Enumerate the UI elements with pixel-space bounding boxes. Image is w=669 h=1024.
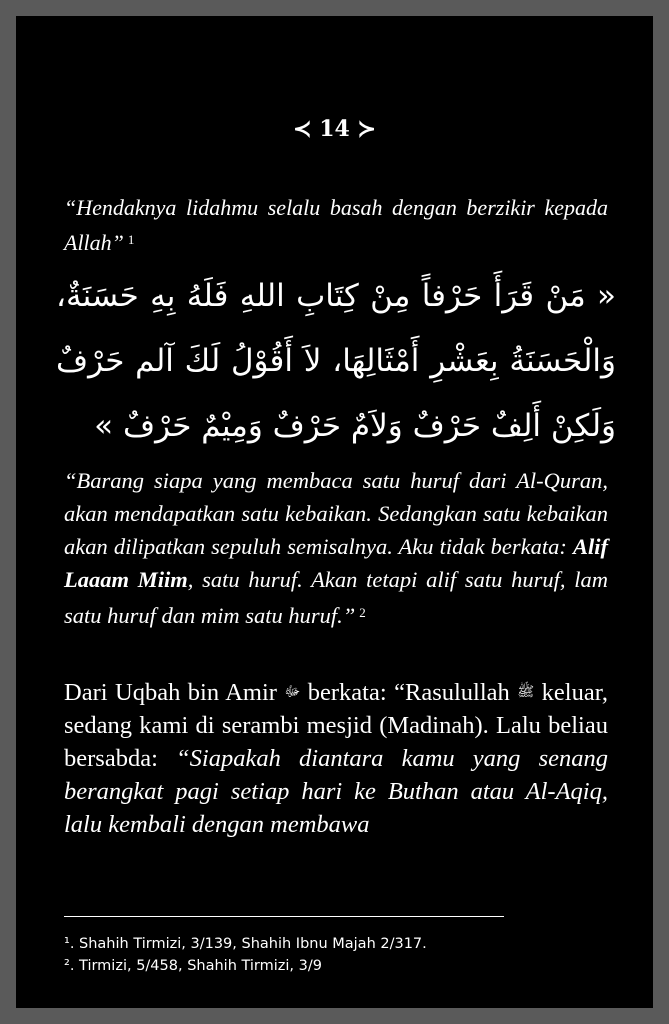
quote-hadith-1-text: “Hendaknya lidahmu selalu basah dengan berzikir kepada Allah” [64, 195, 608, 255]
footnote-divider [64, 916, 504, 917]
quote-hadith-2-part1: “Barang siapa yang membaca satu huruf dari Al-Quran, akan mendapatkan satu kebaikan. Sedangkan satu kebaikan akan dilipatkan sepuluh semisalnya. Aku tidak berkata: [64, 468, 608, 559]
body-text-italic: “Siapakah diantara kamu yang senang berangkat pagi setiap hari ke Buthan atau Al-Aqiq, lalu kembali dengan membawa [64, 745, 609, 838]
footnote-ref-1: 1 [127, 232, 135, 247]
page-number-value: 14 [319, 116, 350, 142]
body-text-3: keluar, sedang kami di serambi mesjid (Madinah). Lalu beliau bersabda: [64, 679, 609, 772]
quote-hadith-2-bold: Alif Laaam Miim [64, 534, 608, 592]
angle-left-icon: ≺ [293, 116, 312, 142]
arabic-hadith-text: « مَنْ قَرَأَ حَرْفاً مِنْ كِتَابِ اللهِ فَلَهُ بِهِ حَسَنَةٌ، وَالْحَسَنَةُ بِعَشْرِ أَمْثَالِهَا، لاَ أَقُوْلُ لَكَ آلم حَرْفٌ وَلَكِنْ أَلِفٌ حَرْفٌ وَلاَمٌ حَرْفٌ وَمِيْمٌ حَرْفٌ » [56, 278, 616, 444]
footnote-1: ¹. Shahih Tirmizi, 3/139, Shahih Ibnu Majah 2/317. [64, 936, 427, 952]
page-number [16, 116, 653, 142]
angle-right-icon: ≻ [357, 116, 376, 142]
quote-hadith-2 [64, 464, 608, 632]
footnote-2: ². Tirmizi, 5/458, Shahih Tirmizi, 3/9 [64, 958, 322, 974]
body-paragraph [64, 676, 608, 841]
honorific-salallahu-icon: ﷺ [517, 684, 535, 700]
quote-hadith-2-part2: , satu huruf. Akan tetapi alif satu huruf, lam satu huruf dan mim satu huruf.” [64, 567, 608, 628]
quote-hadith-1 [64, 192, 608, 259]
footnote-ref-2: 2 [359, 605, 366, 620]
body-text-2: berkata: “Rasulullah [307, 679, 510, 706]
body-text-1: Dari Uqbah bin Amir [64, 679, 277, 706]
honorific-radiyallahu-icon: ﷻ [284, 684, 301, 700]
book-page [16, 16, 653, 1008]
